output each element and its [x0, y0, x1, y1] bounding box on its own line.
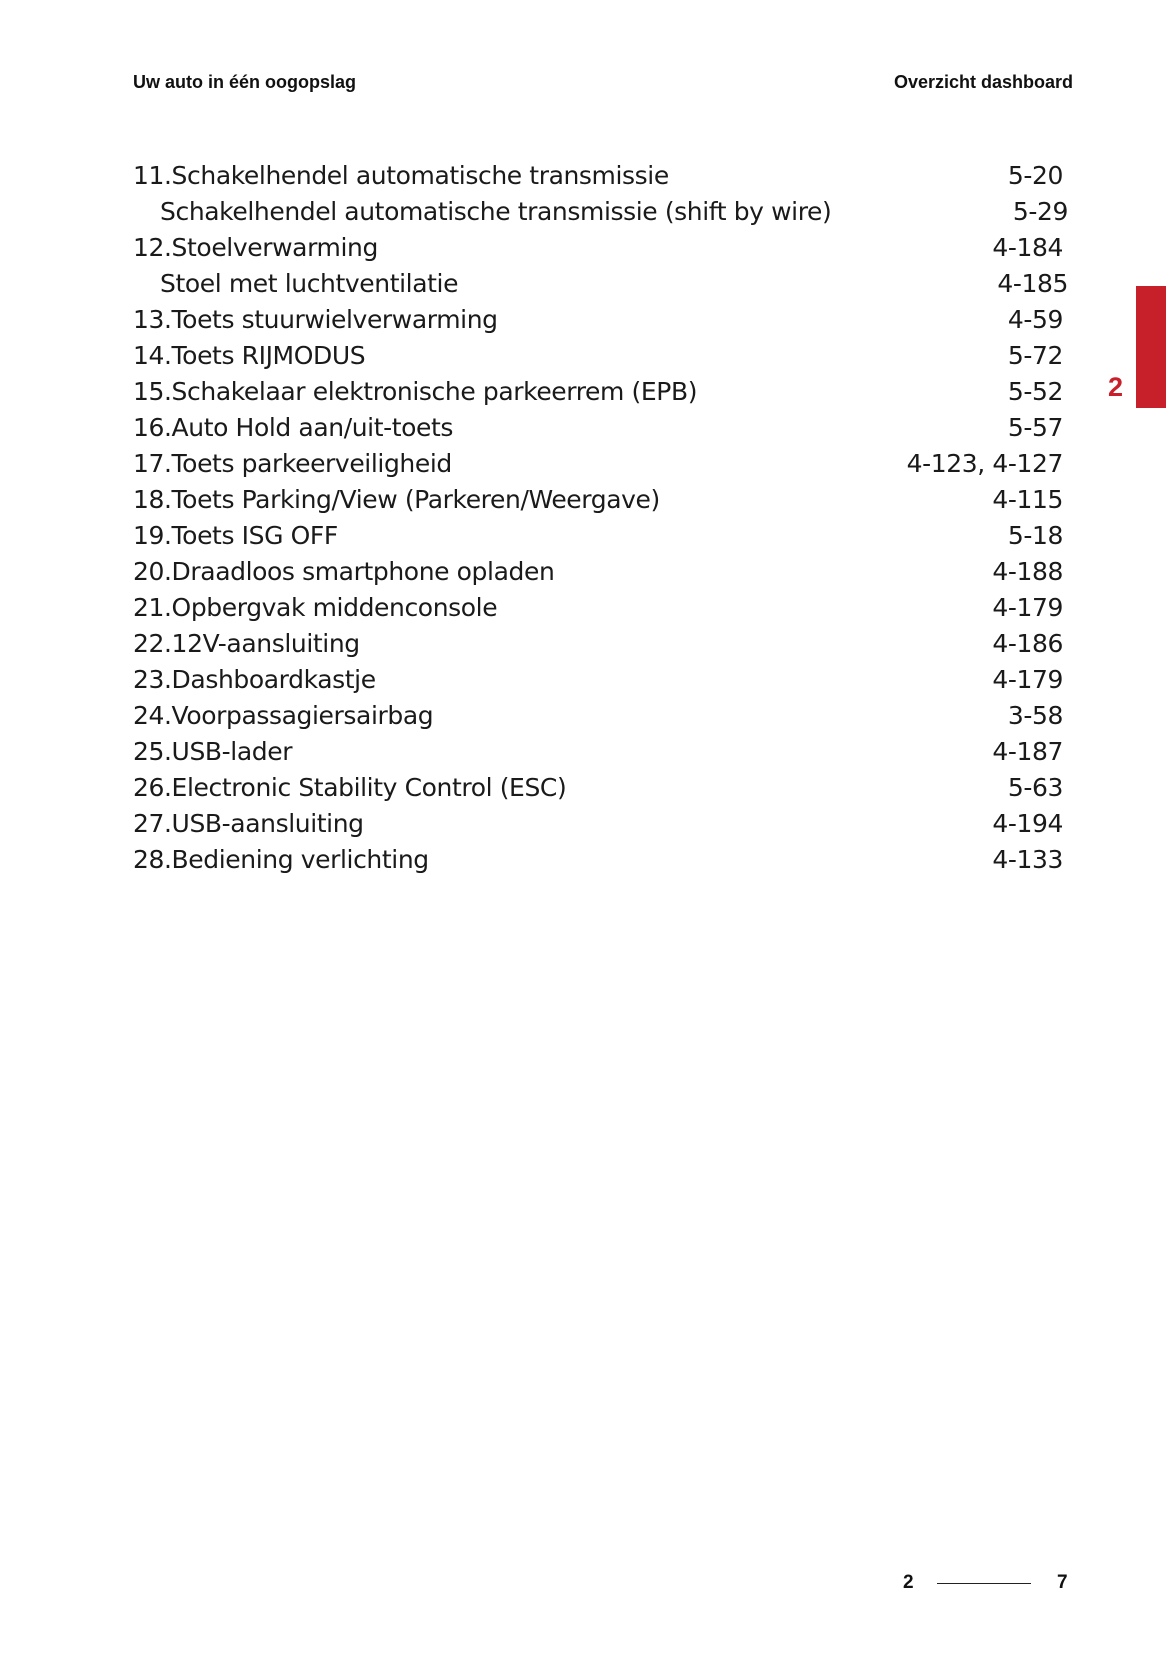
index-entry [133, 194, 1068, 230]
entry-label: 24.Voorpassagiersairbag [133, 701, 434, 730]
entry-label: 26.Electronic Stability Control (ESC) [133, 773, 567, 802]
index-entry [133, 302, 1063, 338]
chapter-tab [1136, 286, 1166, 408]
entry-page-ref: 5-20 [1007, 161, 1063, 190]
chapter-tab-number: 2 [1108, 372, 1124, 402]
entry-page-ref: 5-63 [1007, 773, 1063, 802]
entry-label: Schakelhendel automatische transmissie (shift by wire) [160, 197, 832, 226]
entry-label: 19.Toets ISG OFF [133, 521, 338, 550]
entry-page-ref: 5-52 [1007, 377, 1063, 406]
entry-label: 23.Dashboardkastje [133, 665, 376, 694]
index-entry [133, 806, 1063, 842]
entry-page-ref: 5-29 [1012, 197, 1068, 226]
index-entry [133, 518, 1063, 554]
entry-page-ref: 5-72 [1007, 341, 1063, 370]
entry-label: 12.Stoelverwarming [133, 233, 378, 262]
entry-label: 13.Toets stuurwielverwarming [133, 305, 498, 334]
index-entry [133, 842, 1063, 878]
entry-page-ref: 4-186 [992, 629, 1063, 658]
index-entry [133, 770, 1063, 806]
footer-page-number: 7 [1057, 1572, 1068, 1593]
index-entry [133, 374, 1063, 410]
entry-label: 20.Draadloos smartphone opladen [133, 557, 555, 586]
footer-divider [937, 1583, 1031, 1584]
entry-page-ref: 5-18 [1007, 521, 1063, 550]
entry-label: 18.Toets Parking/View (Parkeren/Weergave) [133, 485, 660, 514]
running-header-right: Overzicht dashboard [893, 72, 1073, 92]
entry-page-ref: 4-188 [992, 557, 1063, 586]
entry-page-ref: 5-57 [1007, 413, 1063, 442]
entry-label: 11.Schakelhendel automatische transmissie [133, 161, 669, 190]
index-entry [133, 230, 1063, 266]
index-entry [133, 410, 1063, 446]
entry-label: 21.Opbergvak middenconsole [133, 593, 498, 622]
entry-label: 17.Toets parkeerveiligheid [133, 449, 452, 478]
entry-label: 15.Schakelaar elektronische parkeerrem (EPB) [133, 377, 698, 406]
entry-label: 16.Auto Hold aan/uit-toets [133, 413, 454, 442]
index-list [133, 158, 1068, 878]
index-entry [133, 662, 1063, 698]
index-entry [133, 158, 1063, 194]
entry-page-ref: 4-59 [1007, 305, 1063, 334]
index-entry [133, 698, 1063, 734]
entry-page-ref: 4-133 [992, 845, 1063, 874]
entry-page-ref: 4-187 [992, 737, 1063, 766]
entry-label: 14.Toets RIJMODUS [133, 341, 366, 370]
entry-page-ref: 3-58 [1007, 701, 1063, 730]
entry-page-ref: 4-184 [992, 233, 1063, 262]
index-entry [133, 338, 1063, 374]
running-header-left: Uw auto in één oogopslag [133, 72, 357, 92]
index-entry [133, 266, 1068, 302]
entry-page-ref: 4-179 [992, 665, 1063, 694]
entry-label: 25.USB-lader [133, 737, 293, 766]
footer-chapter-number: 2 [903, 1572, 914, 1593]
entry-page-ref: 4-115 [992, 485, 1063, 514]
entry-page-ref: 4-194 [992, 809, 1063, 838]
index-entry [133, 590, 1063, 626]
index-entry [133, 482, 1063, 518]
index-entry [133, 554, 1063, 590]
index-entry [133, 734, 1063, 770]
index-entry [133, 626, 1063, 662]
entry-label: 27.USB-aansluiting [133, 809, 364, 838]
entry-label: 28.Bediening verlichting [133, 845, 429, 874]
entry-page-ref: 4-185 [997, 269, 1068, 298]
entry-label: 22.12V-aansluiting [133, 629, 360, 658]
index-entry [133, 446, 1063, 482]
entry-label: Stoel met luchtventilatie [160, 269, 459, 298]
entry-page-ref: 4-123, 4-127 [906, 449, 1063, 478]
entry-page-ref: 4-179 [992, 593, 1063, 622]
